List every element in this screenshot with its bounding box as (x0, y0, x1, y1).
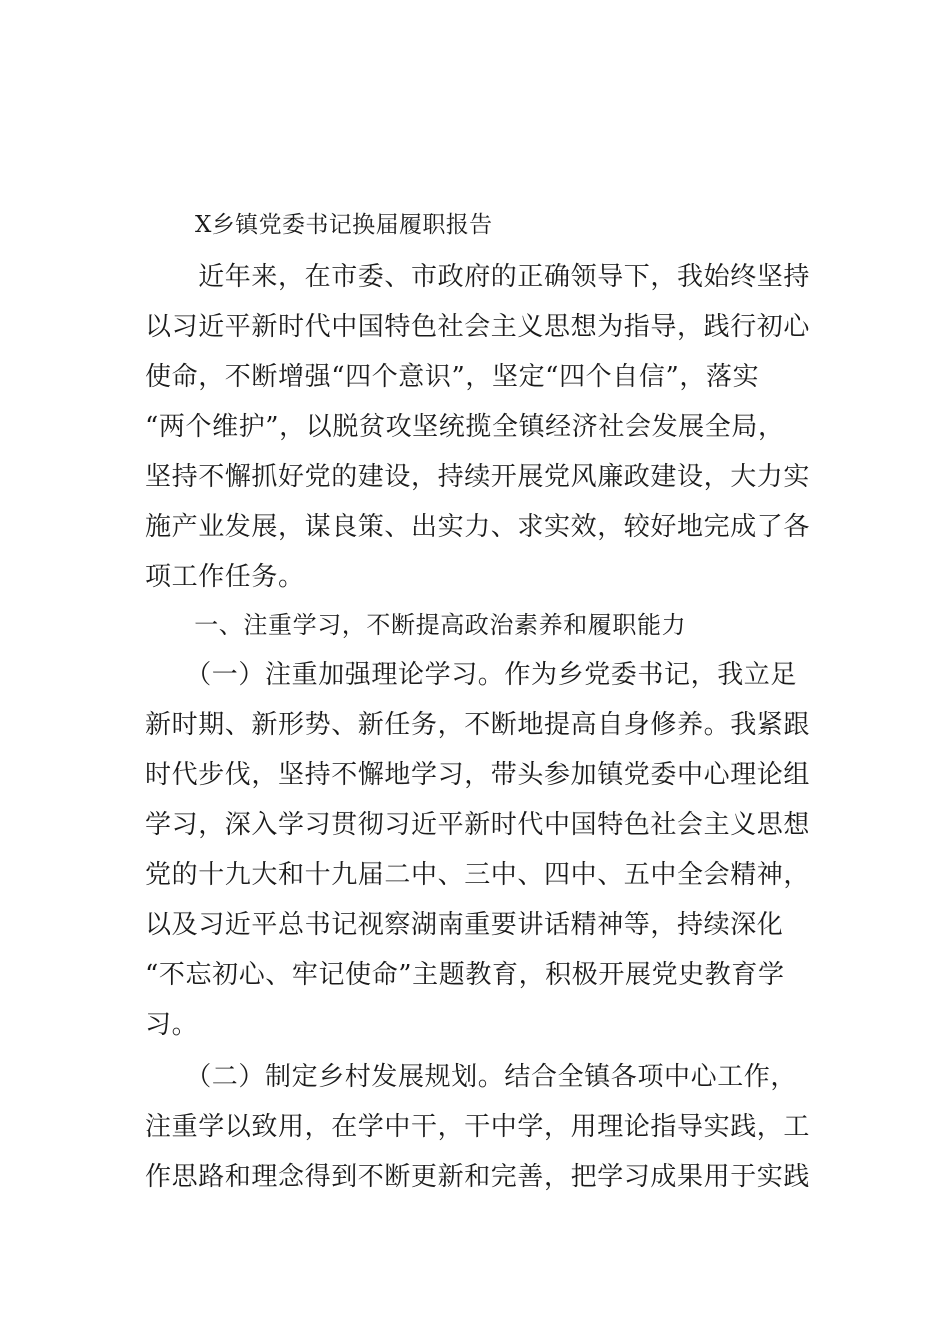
section-heading: 一、注重学习，不断提高政治素养和履职能力 (145, 611, 687, 639)
paragraph-line: 施产业发展，谋良策、出实力、求实效，较好地完成了各 (145, 512, 811, 542)
paragraph-line: 作思路和理念得到不断更新和完善，把学习成果用于实践 (145, 1162, 811, 1192)
paragraph-line: 新时期、新形势、新任务，不断地提高自身修养。我紧跟 (145, 710, 811, 740)
paragraph-line: 项工作任务。 (145, 562, 305, 592)
paragraph-line: 使命，不断增强“四个意识”，坚定“四个自信”，落实 (145, 362, 760, 392)
paragraph-line: 党的十九大和十九届二中、三中、四中、五中全会精神， (145, 860, 811, 890)
paragraph-line: 学习，深入学习贯彻习近平新时代中国特色社会主义思想 (145, 810, 811, 840)
paragraph-line: 以及习近平总书记视察湖南重要讲话精神等，持续深化 (145, 910, 784, 940)
paragraph-line: （一）注重加强理论学习。作为乡党委书记，我立足 (145, 660, 798, 690)
paragraph-line: 近年来，在市委、市政府的正确领导下，我始终坚持 (145, 262, 811, 292)
paragraph-line: 时代步伐，坚持不懈地学习，带头参加镇党委中心理论组 (145, 760, 811, 790)
paragraph-line: “不忘初心、牢记使命”主题教育，积极开展党史教育学 (145, 960, 785, 990)
document-title: X乡镇党委书记换届履职报告 (195, 212, 493, 238)
paragraph-line: 习。 (145, 1010, 199, 1040)
paragraph-line: 坚持不懈抓好党的建设，持续开展党风廉政建设，大力实 (145, 462, 811, 492)
paragraph-line: （二）制定乡村发展规划。结合全镇各项中心工作， (145, 1062, 798, 1092)
paragraph-line: 注重学以致用，在学中干，干中学，用理论指导实践，工 (145, 1112, 811, 1142)
paragraph-line: “两个维护”，以脱贫攻坚统揽全镇经济社会发展全局， (145, 412, 785, 442)
paragraph-line: 以习近平新时代中国特色社会主义思想为指导，践行初心 (145, 312, 811, 342)
